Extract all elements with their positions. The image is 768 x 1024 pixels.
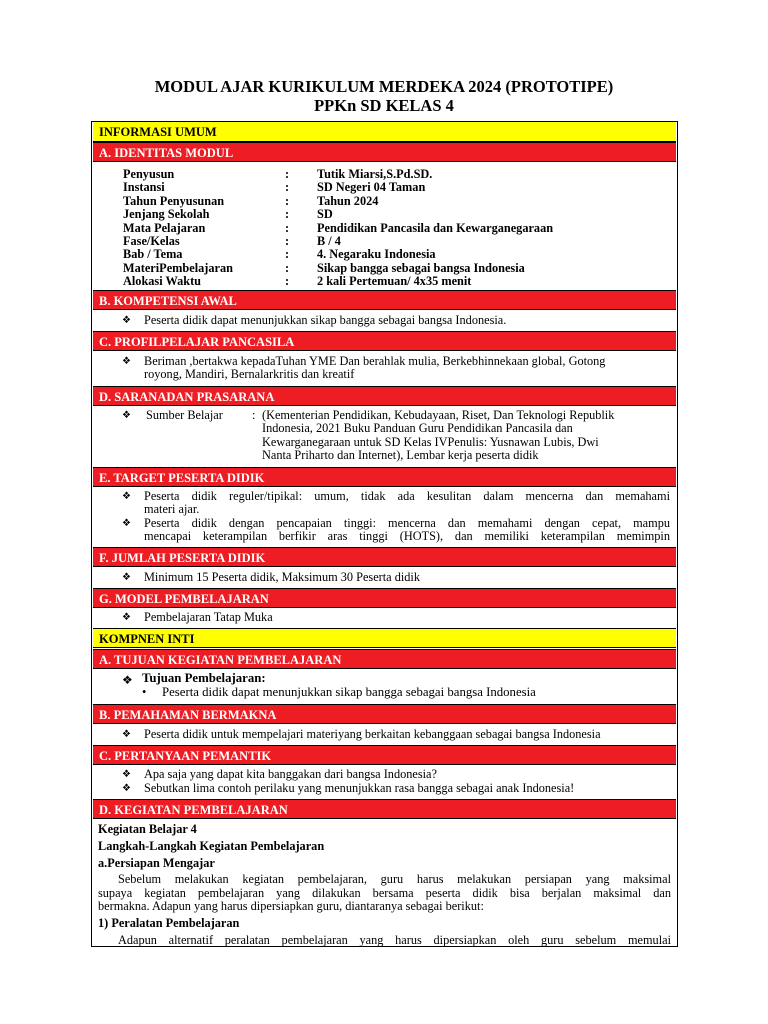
section-pertanyaan-pemantik: C. PERTANYAAN PEMANTIK: [93, 745, 676, 765]
identity-row: MateriPembelajaran : Sikap bangga sebagai bangsa Indonesia: [123, 260, 525, 275]
identity-row: Mata Pelajaran : Pendidikan Pancasila dan Kewarganegaraan: [123, 220, 554, 235]
profil-line-1: Beriman ,bertakwa kepadaTuhan YME Dan berahlak mulia, Berkebhinnekaan global, Gotong: [144, 354, 606, 368]
document-title: MODUL AJAR KURIKULUM MERDEKA 2024 (PROTOTIPE): [154, 77, 614, 96]
section-target-peserta: E. TARGET PESERTA DIDIK: [93, 467, 676, 487]
sumber-belajar-label: Sumber Belajar: [146, 408, 223, 422]
diamond-bullet-icon: ❖: [122, 518, 131, 529]
section-pemahaman-bermakna: B. PEMAHAMAN BERMAKNA: [93, 704, 676, 724]
section-kompetensi-awal: B. KOMPETENSI AWAL: [93, 290, 676, 310]
target-item-2-line-2: mencapai keterampilan berfikir aras tinggi (HOTS), dan memiliki keterampilan memimpin: [144, 529, 670, 543]
section-informasi-umum: INFORMASI UMUM: [93, 122, 676, 142]
dot-bullet-icon: •: [142, 685, 147, 699]
langkah-heading: Langkah-Langkah Kegiatan Pembelajaran: [98, 839, 325, 853]
kegiatan-belajar-label: Kegiatan Belajar 4: [98, 822, 197, 836]
section-sarana-prasarana: D. SARANADAN PRASARANA: [93, 386, 676, 406]
identity-row: Jenjang Sekolah : SD: [123, 207, 333, 222]
module-table: [91, 121, 678, 947]
diamond-bullet-icon: ❖: [122, 729, 131, 740]
identity-row: Bab / Tema : 4. Negaraku Indonesia: [123, 247, 436, 262]
pertanyaan-item-2: Sebutkan lima contoh perilaku yang menunjukkan rasa bangga sebagai anak Indonesia!: [144, 781, 575, 795]
diamond-bullet-icon: ❖: [122, 673, 133, 687]
model-item: Pembelajaran Tatap Muka: [144, 610, 273, 624]
sarana-line-3: Kewarganegaraan untuk SD Kelas IVPenulis: Yusnawan Lubis, Dwi: [262, 435, 599, 449]
identity-row: Alokasi Waktu : 2 kali Pertemuan/ 4x35 menit: [123, 274, 472, 289]
diamond-bullet-icon: ❖: [122, 356, 131, 367]
identity-row: Penyusun : Tutik Miarsi,S.Pd.SD.: [123, 167, 433, 181]
diamond-bullet-icon: ❖: [122, 491, 131, 502]
diamond-bullet-icon: ❖: [122, 769, 131, 780]
sarana-line-1: (Kementerian Pendidikan, Kebudayaan, Riset, Dan Teknologi Republik: [262, 408, 615, 422]
section-identitas-modul: A. IDENTITAS MODUL: [93, 142, 676, 162]
target-item-1-line-2: materi ajar.: [144, 502, 200, 516]
identity-list: [123, 168, 553, 289]
peralatan-heading: 1) Peralatan Pembelajaran: [98, 916, 240, 930]
diamond-bullet-icon: ❖: [122, 612, 131, 623]
diamond-bullet-icon: ❖: [122, 410, 131, 421]
pertanyaan-item-1: Apa saja yang dapat kita banggakan dari bangsa Indonesia?: [144, 767, 437, 781]
para1-line-3: bermakna. Adapun yang harus dipersiapkan guru, diantaranya sebagai berikut:: [98, 899, 484, 913]
para2-line-1: Adapun alternatif peralatan pembelajaran yang harus dipersiapkan oleh guru sebelum memulai: [118, 933, 671, 947]
document-subtitle: PPKn SD KELAS 4: [314, 96, 454, 115]
sarana-line-2: Indonesia, 2021 Buku Panduan Guru Pendidikan Pancasila dan: [262, 421, 573, 435]
section-kegiatan-pembelajaran: D. KEGIATAN PEMBELAJARAN: [93, 799, 676, 819]
profil-line-2: royong, Mandiri, Bernalarkritis dan kreatif: [144, 367, 355, 381]
section-model-pembelajaran: G. MODEL PEMBELAJARAN: [93, 588, 676, 608]
identity-row: Fase/Kelas : B / 4: [123, 234, 341, 249]
diamond-bullet-icon: ❖: [122, 315, 131, 326]
section-komponen-inti: KOMPNEN INTI: [93, 628, 676, 648]
identity-row: Instansi : SD Negeri 04 Taman: [123, 180, 426, 195]
tujuan-label: Tujuan Pembelajaran:: [142, 671, 266, 685]
target-item-2-line-1: Peserta didik dengan pencapaian tinggi: mencerna dan memahami dengan cepat, mampu: [144, 516, 670, 530]
para1-line-1: Sebelum melakukan kegiatan pembelajaran, guru harus melakukan persiapan yang maksimal: [118, 872, 671, 886]
diamond-bullet-icon: ❖: [122, 572, 131, 583]
tujuan-item: Peserta didik dapat menunjukkan sikap bangga sebagai bangsa Indonesia: [162, 685, 536, 699]
jumlah-item: Minimum 15 Peserta didik, Maksimum 30 Peserta didik: [144, 570, 420, 584]
identity-row: Tahun Penyusunan : Tahun 2024: [123, 193, 379, 208]
sumber-belajar-colon: :: [252, 408, 256, 422]
section-tujuan-kegiatan: A. TUJUAN KEGIATAN PEMBELAJARAN: [93, 649, 676, 669]
para1-line-2: supaya kegiatan pembelajaran yang dilakukan bersama peserta didik bisa berjalan maksimal dan: [98, 886, 671, 900]
section-profil-pelajar: C. PROFILPELAJAR PANCASILA: [93, 331, 676, 351]
persiapan-heading: a.Persiapan Mengajar: [98, 856, 215, 870]
diamond-bullet-icon: ❖: [122, 783, 131, 794]
target-item-1-line-1: Peserta didik reguler/tipikal: umum, tidak ada kesulitan dalam mencerna dan memahami: [144, 489, 670, 503]
kompetensi-item: Peserta didik dapat menunjukkan sikap bangga sebagai bangsa Indonesia.: [144, 313, 507, 327]
pemahaman-item: Peserta didik untuk mempelajari materiyang berkaitan kebanggaan sebagai bangsa Indonesia: [144, 727, 601, 741]
section-jumlah-peserta: F. JUMLAH PESERTA DIDIK: [93, 547, 676, 567]
sarana-line-4: Nanta Priharto dan Internet), Lembar kerja peserta didik: [262, 448, 539, 462]
